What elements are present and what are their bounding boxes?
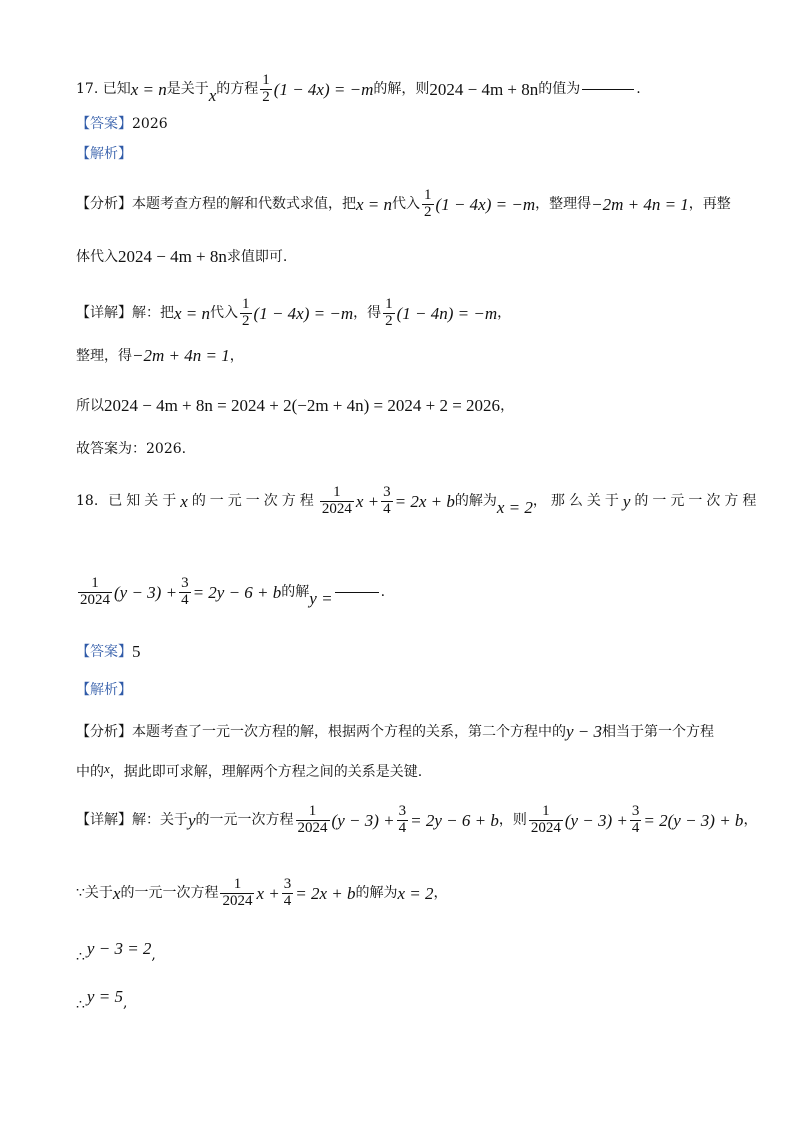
q18-detail-frac-d-num: 3 [631,803,640,819]
q17-detail-eq-tail1: (1 − 4x) = −m [253,303,354,323]
q17-fenxi-line1 [76,188,731,221]
q18-because-frac-b-num: 3 [283,876,292,892]
q18-number: 18. [76,493,99,510]
q17-text-value-is: 的值为 [538,81,581,98]
q17-expr: 2024 − 4m + 8n [429,79,539,99]
q18-detail-frac-c-den: 2024 [530,819,561,836]
q17-so-eq: 2024 − 4m + 8n = 2024 + 2(−2m + 4n) = 2024 + 2 = 2026 [104,396,501,415]
q18-eq-rhs: = 2x + b [394,491,455,511]
q18-frac-a-num: 1 [333,484,341,500]
q18-detail-frac-a-num: 1 [308,803,317,819]
q17-answer-label: 【答案】 [76,116,132,132]
q17-frac-num: 1 [262,72,270,88]
q18-because-frac-a-den: 2024 [222,892,253,909]
q18-question-line2 [76,576,385,609]
q17-fenxi-line2-b: 求值即可. [226,248,288,265]
q17-fenxi-eq2: −2m + 4n = 1 [591,194,689,214]
q17-text-equation: 的方程 [216,81,259,98]
q17-eq-xn: x = n [130,79,167,99]
q17-detail-text3: ，得 [353,305,382,322]
q18-detail-line [76,804,757,837]
q18-fenxi-l2-a: 中的 [76,764,104,780]
q18-analysis-line [76,683,132,697]
q18-l2-period: . [380,584,386,601]
q18-frac-b-den: 4 [383,500,391,517]
q17-fenxi-text3: ，整理得 [535,196,592,213]
q18-answer-label: 【答案】 [76,643,132,660]
q18-because-rhs: = 2x + b [295,883,356,903]
q17-detail-fraction-half-1 [240,297,252,330]
q18-because-frac-b-den: 4 [283,892,292,909]
q17-detail-eq-xn: x = n [174,303,211,323]
q18-fenxi-line2 [76,760,423,780]
q17-detail-frac1-den: 2 [242,312,250,329]
q18-fenxi-l2-x: x [104,760,110,776]
q18-l2-fraction-3-4 [179,576,191,609]
q17-fenxi-frac-den: 2 [424,203,432,220]
q18-detail-frac-a-den: 2024 [297,819,328,836]
q18-var-y: y [622,491,631,511]
q17-detail-frac1-num: 1 [242,296,250,312]
q17-fenxi-line2-a: 体代入 [76,248,118,265]
q17-detail-text2: 代入 [210,305,239,322]
q18-detail-fraction-d [630,804,642,837]
q17-final-line [76,442,186,456]
q18-detail-frac-b-num: 3 [398,803,407,819]
q17-fenxi-fraction-half [422,188,434,221]
q17-detail-text4: ， [497,305,512,322]
q18-therefore-eq1: y − 3 = 2 [86,939,152,958]
q18-analysis-label: 【解析】 [76,682,132,698]
q17-text-is-about: 是关于 [166,81,209,98]
q18-fenxi-text2: 相当于第一个方程 [602,723,715,740]
q17-answer-blank [582,88,634,90]
q18-l2-frac-a-num: 1 [91,575,99,591]
q18-question-line1 [76,485,760,518]
q18-therefore-symbol-2: ∴ [76,996,85,1013]
q18-because-text2: 的一元一次方程 [120,885,219,902]
q17-final-text: 故答案为：2026. [76,441,187,457]
q18-therefore-eq2: y = 5 [86,987,123,1006]
q18-answer-value: 5 [132,642,141,661]
q17-frac-den: 2 [262,88,270,105]
q18-detail-mid1: (y − 3) + [331,810,395,830]
q18-detail-fraction-a [296,804,330,837]
q17-detail-eq-tail2: (1 − 4n) = −m [396,303,498,323]
q18-fenxi-line1 [76,723,714,740]
q17-eq-tail: (1 − 4x) = −m [273,79,374,99]
q18-text3: 的解为 [454,493,497,510]
q17-text-solution-then: 的解，则 [373,81,430,98]
q17-detail-frac2-num: 1 [385,296,393,312]
q17-fenxi-line2 [76,248,287,265]
q18-l2-frac-b-den: 4 [181,591,189,608]
q17-var-x: x [208,85,217,105]
q18-frac-b-num: 3 [383,484,391,500]
q18-therefore-symbol-1: ∴ [76,948,85,965]
q18-x-plus: x + [355,491,380,511]
q18-detail-fraction-b [397,804,409,837]
q18-l2-mid: (y − 3) + [114,582,178,602]
q18-detail-text3: ，则 [498,812,527,829]
q17-so-end: ， [500,397,515,414]
q18-answer-blank [335,591,379,593]
q18-detail-fraction-c [529,804,563,837]
q17-fenxi-line2-expr: 2024 − 4m + 8n [118,247,227,266]
q18-detail-mid2: (y − 3) + [564,810,628,830]
q18-because-line [76,877,448,910]
q18-because-fraction-a [220,877,254,910]
q18-detail-text1: 解：关于 [132,812,188,829]
q18-detail-rhs2: = 2(y − 3) + b [643,810,744,830]
q18-l2-frac-b-num: 3 [181,575,189,591]
q17-detail-frac2-den: 2 [385,312,393,329]
q17-simplify-eq: −2m + 4n = 1 [132,346,230,365]
q17-so-text: 所以 [76,397,104,414]
q17-number: 17. 已知 [76,81,131,98]
q17-analysis-label: 【解析】 [76,146,132,162]
q18-fenxi-y3: y − 3 [566,722,603,741]
q18-l2-rhs: = 2y − 6 + b [192,582,282,602]
q17-detail-label: 【详解】 [76,305,132,322]
q17-fenxi-frac-num: 1 [424,187,432,203]
q18-because-text1: 关于 [84,885,113,902]
q17-detail-line [76,297,511,330]
q18-detail-label: 【详解】 [76,812,132,829]
q18-frac-a-den: 2024 [321,500,352,517]
q18-fenxi-text1: 本题考查了一元一次方程的解，根据两个方程的关系，第二个方程中的 [132,723,566,740]
q18-l2-fraction-1-2024 [78,576,112,609]
q18-text1: 已知关于 [108,493,181,510]
q18-because-x: x [112,883,121,903]
q17-fenxi-text4: ，再整 [688,196,731,213]
q17-simplify-text: 整理，得 [76,347,132,364]
q18-detail-y: y [188,810,196,830]
q18-because-symbol: ∵ [76,885,85,902]
q17-analysis-line [76,147,132,161]
q18-therefore-line2 [76,987,128,1013]
q18-because-sol: x = 2 [397,883,434,903]
q18-because-end: ， [433,885,448,902]
q18-text5: 的一元一次方程 [634,493,761,510]
q18-therefore-end2: , [122,994,128,1011]
q18-therefore-line1 [76,939,156,965]
q18-var-x: x [180,491,188,511]
q17-so-line [76,397,514,414]
q18-detail-rhs1: = 2y − 6 + b [410,810,499,830]
q17-detail-fraction-half-2 [383,297,395,330]
q18-fraction-3-4 [381,485,393,518]
q17-fenxi-text1: 本题考查方程的解和代数式求值，把 [132,196,356,213]
q18-sol-x: x = 2 [496,497,533,517]
q18-because-frac-a-num: 1 [233,876,242,892]
q18-therefore-end1: , [151,946,156,963]
q17-answer-line [76,117,168,131]
q17-simplify-end: ， [229,347,244,364]
q18-because-text3: 的解为 [355,885,398,902]
q18-fraction-1-2024 [320,485,354,518]
q18-detail-text2: 的一元一次方程 [195,812,294,829]
q18-detail-frac-c-num: 1 [542,803,550,819]
q17-fenxi-eq-tail: (1 − 4x) = −m [435,194,536,214]
q17-fenxi-text2: 代入 [392,196,421,213]
q17-fraction-half [260,73,272,106]
q18-l2-text: 的解 [281,584,310,601]
q18-because-fraction-b [282,877,294,910]
q17-question-line [76,73,641,106]
q18-detail-text4: ， [743,812,758,829]
q18-l2-frac-a-den: 2024 [80,591,110,608]
q17-detail-text1: 解：把 [132,305,174,322]
q18-fenxi-label: 【分析】 [76,723,132,740]
q17-fenxi-eq-xn: x = n [356,194,393,214]
q17-fenxi-label: 【分析】 [76,196,132,213]
q18-answer-line [76,643,141,660]
q18-text2: 的一元一次方程 [191,493,318,510]
q18-text4: ，那么关于 [532,493,623,510]
q17-simplify-line [76,347,244,364]
q18-because-xplus: x + [256,883,280,903]
q18-detail-frac-b-den: 4 [398,819,407,836]
q18-detail-frac-d-den: 4 [631,819,640,836]
q18-l2-y: y = [309,588,333,608]
q17-answer-value: 2026 [132,116,168,132]
q17-period: . [636,81,641,98]
q18-fenxi-l2-b: ，据此即可求解，理解两个方程之间的关系是关键. [109,764,423,780]
